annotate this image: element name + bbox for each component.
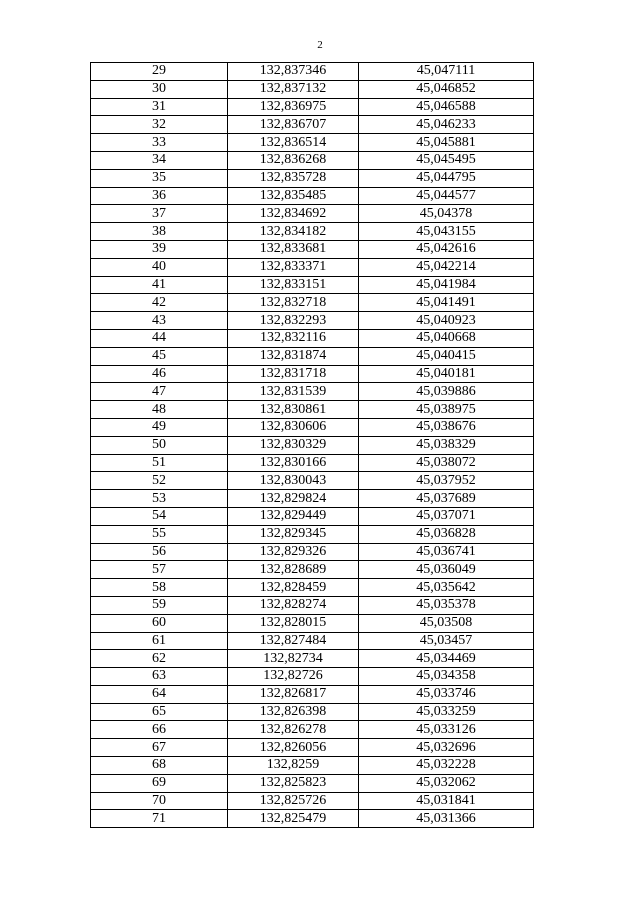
y-coordinate-cell: 45,037952 [359, 472, 534, 490]
y-coordinate-cell: 45,034469 [359, 650, 534, 668]
point-number-cell: 59 [91, 596, 228, 614]
y-coordinate-cell: 45,040668 [359, 329, 534, 347]
table-row [91, 472, 534, 490]
table-row [91, 276, 534, 294]
point-number-cell: 52 [91, 472, 228, 490]
point-number-cell: 69 [91, 774, 228, 792]
table-row [91, 223, 534, 241]
y-coordinate-cell: 45,046588 [359, 98, 534, 116]
y-coordinate-cell: 45,037689 [359, 490, 534, 508]
x-coordinate-cell: 132,836707 [228, 116, 359, 134]
x-coordinate-cell: 132,832293 [228, 312, 359, 330]
table-row [91, 650, 534, 668]
table-row [91, 579, 534, 597]
y-coordinate-cell: 45,041491 [359, 294, 534, 312]
x-coordinate-cell: 132,830043 [228, 472, 359, 490]
y-coordinate-cell: 45,038329 [359, 436, 534, 454]
x-coordinate-cell: 132,830329 [228, 436, 359, 454]
x-coordinate-cell: 132,833151 [228, 276, 359, 294]
x-coordinate-cell: 132,836268 [228, 151, 359, 169]
x-coordinate-cell: 132,828274 [228, 596, 359, 614]
x-coordinate-cell: 132,832116 [228, 329, 359, 347]
table-row [91, 329, 534, 347]
table-row [91, 240, 534, 258]
x-coordinate-cell: 132,826056 [228, 739, 359, 757]
x-coordinate-cell: 132,826398 [228, 703, 359, 721]
coordinates-table [90, 62, 534, 828]
point-number-cell: 53 [91, 490, 228, 508]
table-row [91, 116, 534, 134]
point-number-cell: 71 [91, 810, 228, 828]
y-coordinate-cell: 45,033126 [359, 721, 534, 739]
table-row [91, 703, 534, 721]
page-number: 2 [317, 39, 323, 51]
y-coordinate-cell: 45,039886 [359, 383, 534, 401]
y-coordinate-cell: 45,031366 [359, 810, 534, 828]
point-number-cell: 29 [91, 63, 228, 81]
table-row [91, 401, 534, 419]
x-coordinate-cell: 132,829345 [228, 525, 359, 543]
table-row [91, 365, 534, 383]
table-row [91, 383, 534, 401]
y-coordinate-cell: 45,040181 [359, 365, 534, 383]
y-coordinate-cell: 45,03457 [359, 632, 534, 650]
point-number-cell: 54 [91, 507, 228, 525]
point-number-cell: 44 [91, 329, 228, 347]
point-number-cell: 49 [91, 418, 228, 436]
x-coordinate-cell: 132,831874 [228, 347, 359, 365]
x-coordinate-cell: 132,825726 [228, 792, 359, 810]
point-number-cell: 40 [91, 258, 228, 276]
point-number-cell: 33 [91, 134, 228, 152]
x-coordinate-cell: 132,828459 [228, 579, 359, 597]
y-coordinate-cell: 45,045495 [359, 151, 534, 169]
table-row [91, 80, 534, 98]
x-coordinate-cell: 132,828689 [228, 561, 359, 579]
point-number-cell: 58 [91, 579, 228, 597]
x-coordinate-cell: 132,82726 [228, 668, 359, 686]
y-coordinate-cell: 45,035642 [359, 579, 534, 597]
y-coordinate-cell: 45,038975 [359, 401, 534, 419]
x-coordinate-cell: 132,831718 [228, 365, 359, 383]
point-number-cell: 39 [91, 240, 228, 258]
x-coordinate-cell: 132,837346 [228, 63, 359, 81]
table-row [91, 294, 534, 312]
x-coordinate-cell: 132,82734 [228, 650, 359, 668]
y-coordinate-cell: 45,032062 [359, 774, 534, 792]
table-row [91, 169, 534, 187]
point-number-cell: 61 [91, 632, 228, 650]
table-row [91, 632, 534, 650]
y-coordinate-cell: 45,036049 [359, 561, 534, 579]
point-number-cell: 31 [91, 98, 228, 116]
table-row [91, 507, 534, 525]
y-coordinate-cell: 45,04378 [359, 205, 534, 223]
point-number-cell: 35 [91, 169, 228, 187]
table-row [91, 739, 534, 757]
x-coordinate-cell: 132,835485 [228, 187, 359, 205]
point-number-cell: 50 [91, 436, 228, 454]
table-row [91, 774, 534, 792]
y-coordinate-cell: 45,040415 [359, 347, 534, 365]
x-coordinate-cell: 132,833681 [228, 240, 359, 258]
point-number-cell: 34 [91, 151, 228, 169]
point-number-cell: 48 [91, 401, 228, 419]
x-coordinate-cell: 132,828015 [228, 614, 359, 632]
x-coordinate-cell: 132,830606 [228, 418, 359, 436]
y-coordinate-cell: 45,042214 [359, 258, 534, 276]
x-coordinate-cell: 132,830166 [228, 454, 359, 472]
x-coordinate-cell: 132,829449 [228, 507, 359, 525]
point-number-cell: 70 [91, 792, 228, 810]
table-row [91, 596, 534, 614]
point-number-cell: 47 [91, 383, 228, 401]
table-row [91, 205, 534, 223]
table-row [91, 543, 534, 561]
y-coordinate-cell: 45,044577 [359, 187, 534, 205]
table-row [91, 668, 534, 686]
table-row [91, 98, 534, 116]
point-number-cell: 55 [91, 525, 228, 543]
point-number-cell: 60 [91, 614, 228, 632]
y-coordinate-cell: 45,038072 [359, 454, 534, 472]
table-row [91, 685, 534, 703]
x-coordinate-cell: 132,835728 [228, 169, 359, 187]
y-coordinate-cell: 45,038676 [359, 418, 534, 436]
table-row [91, 525, 534, 543]
point-number-cell: 57 [91, 561, 228, 579]
point-number-cell: 42 [91, 294, 228, 312]
y-coordinate-cell: 45,047111 [359, 63, 534, 81]
y-coordinate-cell: 45,046233 [359, 116, 534, 134]
y-coordinate-cell: 45,037071 [359, 507, 534, 525]
point-number-cell: 45 [91, 347, 228, 365]
y-coordinate-cell: 45,032696 [359, 739, 534, 757]
y-coordinate-cell: 45,043155 [359, 223, 534, 241]
point-number-cell: 41 [91, 276, 228, 294]
x-coordinate-cell: 132,836975 [228, 98, 359, 116]
table-row [91, 561, 534, 579]
x-coordinate-cell: 132,826817 [228, 685, 359, 703]
y-coordinate-cell: 45,045881 [359, 134, 534, 152]
x-coordinate-cell: 132,829326 [228, 543, 359, 561]
y-coordinate-cell: 45,040923 [359, 312, 534, 330]
point-number-cell: 46 [91, 365, 228, 383]
y-coordinate-cell: 45,044795 [359, 169, 534, 187]
point-number-cell: 32 [91, 116, 228, 134]
table-row [91, 436, 534, 454]
y-coordinate-cell: 45,046852 [359, 80, 534, 98]
x-coordinate-cell: 132,834182 [228, 223, 359, 241]
point-number-cell: 63 [91, 668, 228, 686]
table-row [91, 187, 534, 205]
point-number-cell: 68 [91, 757, 228, 775]
y-coordinate-cell: 45,032228 [359, 757, 534, 775]
x-coordinate-cell: 132,827484 [228, 632, 359, 650]
y-coordinate-cell: 45,033259 [359, 703, 534, 721]
table-row [91, 312, 534, 330]
x-coordinate-cell: 132,8259 [228, 757, 359, 775]
point-number-cell: 43 [91, 312, 228, 330]
point-number-cell: 64 [91, 685, 228, 703]
y-coordinate-cell: 45,035378 [359, 596, 534, 614]
x-coordinate-cell: 132,829824 [228, 490, 359, 508]
point-number-cell: 36 [91, 187, 228, 205]
y-coordinate-cell: 45,042616 [359, 240, 534, 258]
table-row [91, 810, 534, 828]
y-coordinate-cell: 45,03508 [359, 614, 534, 632]
x-coordinate-cell: 132,834692 [228, 205, 359, 223]
x-coordinate-cell: 132,836514 [228, 134, 359, 152]
table-row [91, 134, 534, 152]
point-number-cell: 66 [91, 721, 228, 739]
table-row [91, 151, 534, 169]
x-coordinate-cell: 132,831539 [228, 383, 359, 401]
table-row [91, 347, 534, 365]
x-coordinate-cell: 132,826278 [228, 721, 359, 739]
table-row [91, 418, 534, 436]
table-row [91, 490, 534, 508]
x-coordinate-cell: 132,825479 [228, 810, 359, 828]
point-number-cell: 56 [91, 543, 228, 561]
y-coordinate-cell: 45,034358 [359, 668, 534, 686]
y-coordinate-cell: 45,033746 [359, 685, 534, 703]
point-number-cell: 65 [91, 703, 228, 721]
table-row [91, 757, 534, 775]
point-number-cell: 62 [91, 650, 228, 668]
y-coordinate-cell: 45,036828 [359, 525, 534, 543]
point-number-cell: 51 [91, 454, 228, 472]
x-coordinate-cell: 132,832718 [228, 294, 359, 312]
x-coordinate-cell: 132,830861 [228, 401, 359, 419]
y-coordinate-cell: 45,031841 [359, 792, 534, 810]
table-row [91, 721, 534, 739]
table-row [91, 454, 534, 472]
table-row [91, 63, 534, 81]
table-row [91, 614, 534, 632]
y-coordinate-cell: 45,036741 [359, 543, 534, 561]
x-coordinate-cell: 132,837132 [228, 80, 359, 98]
coordinates-table-body [91, 63, 534, 828]
point-number-cell: 30 [91, 80, 228, 98]
x-coordinate-cell: 132,833371 [228, 258, 359, 276]
y-coordinate-cell: 45,041984 [359, 276, 534, 294]
point-number-cell: 37 [91, 205, 228, 223]
table-row [91, 258, 534, 276]
table-row [91, 792, 534, 810]
point-number-cell: 67 [91, 739, 228, 757]
point-number-cell: 38 [91, 223, 228, 241]
x-coordinate-cell: 132,825823 [228, 774, 359, 792]
